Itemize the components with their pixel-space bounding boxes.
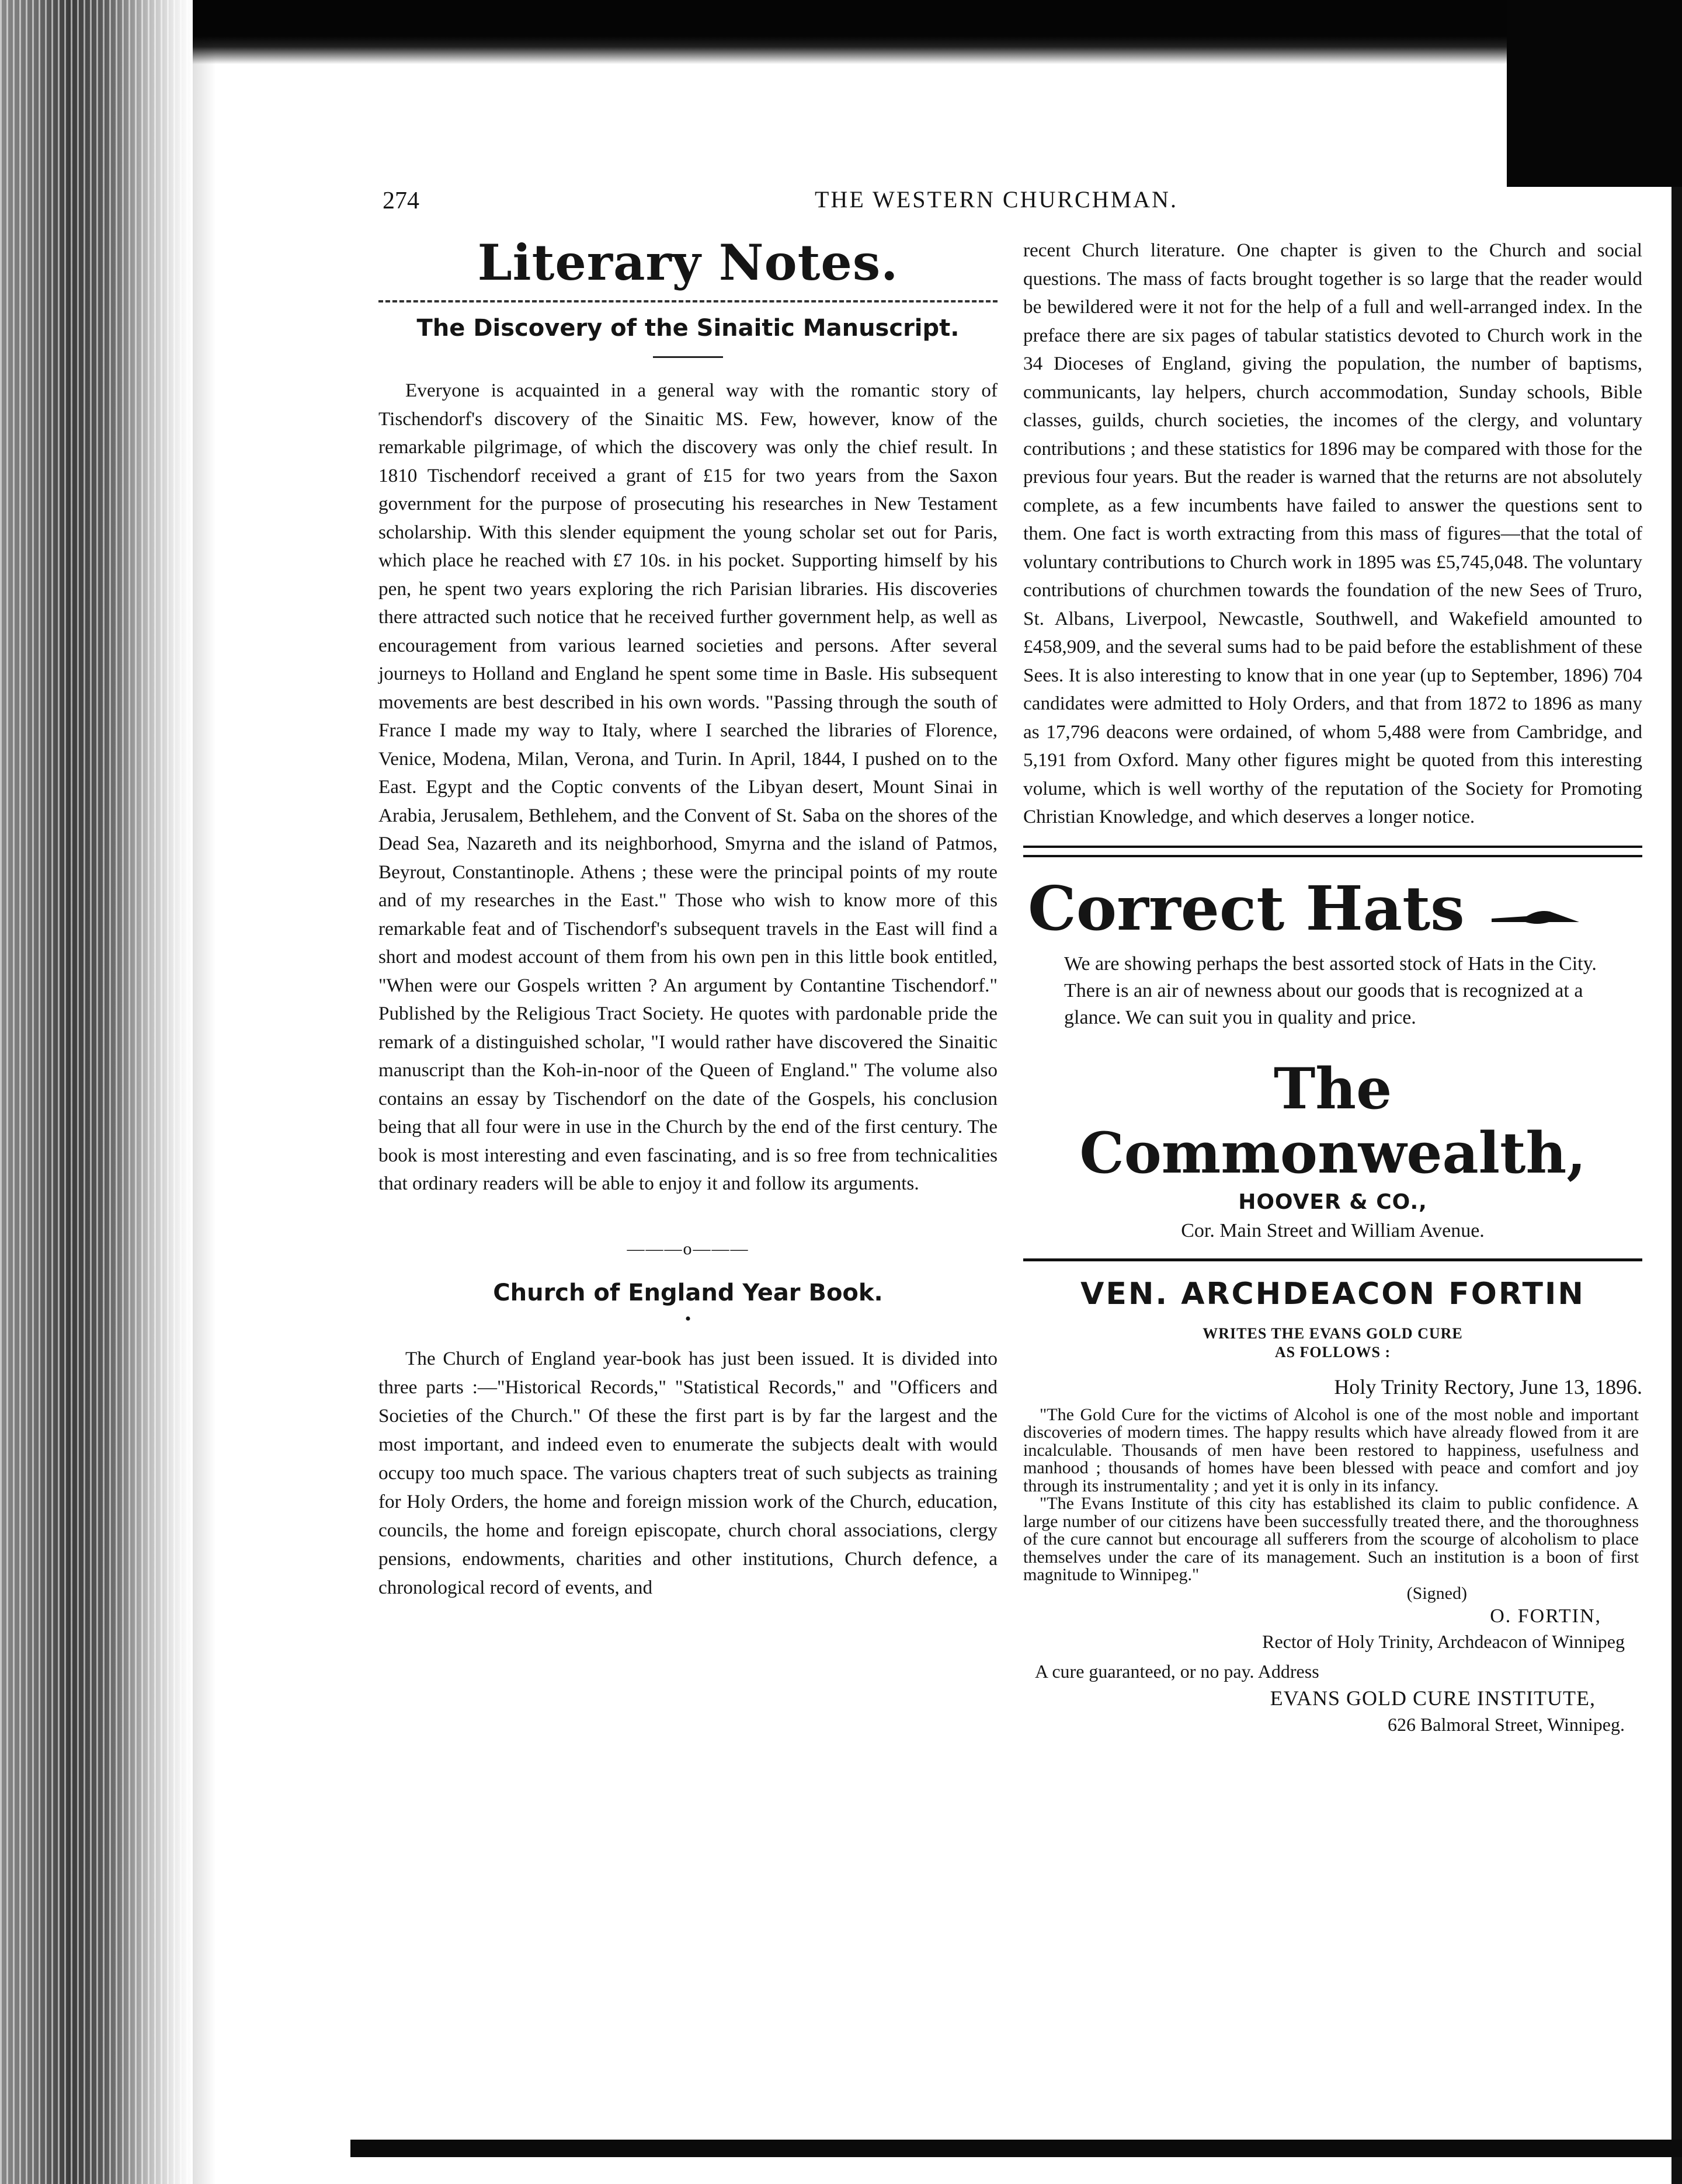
institute-name: EVANS GOLD CURE INSTITUTE, xyxy=(1270,1686,1596,1710)
scan-binding-shadow xyxy=(193,0,216,2184)
store-owner: HOOVER & CO., xyxy=(1238,1190,1427,1214)
right-column xyxy=(1023,237,1642,1736)
article-body-yearbook: The Church of England year-book has just been issued. It is divided into three parts :—"Historical Records," "Statistical Records," and "Officers and Societies of the Church." Of these the first part is by far the largest and the most important, and indeed even to enumerate the subjects dealt with would occupy too much space. The various chapters treat of such subjects as training for Holy Orders, the home and foreign mission work of the Church, education, councils, the home and foreign episcopate, church choral associations, clergy pensions, endowments, charities and other institutions, Church defence, a chronological record of events, and xyxy=(378,1347,998,1598)
gold-cure-advertisement xyxy=(1023,1277,1642,1736)
pointing-hand-icon xyxy=(1492,899,1579,928)
signed-label: (Signed) xyxy=(1406,1583,1467,1603)
letter-dateline: Holy Trinity Rectory, June 13, 1896. xyxy=(1334,1375,1642,1399)
hats-headline-text: Correct Hats xyxy=(1028,872,1465,944)
ad-divider-rule xyxy=(1023,1258,1642,1261)
store-address: Cor. Main Street and William Avenue. xyxy=(1181,1219,1485,1241)
double-rule xyxy=(1023,846,1642,857)
letter-paragraph-1: "The Gold Cure for the victims of Alcohol is one of the most noble and important discoveries of modern times. The happy results which have already flowed from it are incalculable. Thousands of men have been restored to happiness, usefulness and manhood ; thousands of homes have been blessed with peace and comfort and joy through its instrumentality ; and yet it is only in its infancy. xyxy=(1023,1404,1639,1496)
gold-cure-headline: VEN. ARCHDEACON FORTIN xyxy=(1080,1276,1585,1312)
scan-binding-edge xyxy=(0,0,193,2184)
hats-headline xyxy=(1028,874,1642,944)
article-body-sinaitic: Everyone is acquainted in a general way with the romantic story of Tischendorf's discovery of the Sinaitic MS. Few, however, know of the remarkable pilgrimage, of which the discovery was only the chief result. In 1810 Tischendorf received a grant of £15 for two years from the Saxon government for the purpose of prosecuting his researches in New Testament scholarship. With this slender equipment the young scholar set out for Paris, which place he reached with £7 10s. in his pocket. Supporting himself by his pen, he spent two years exploring the rich Parisian libraries. His discoveries there attracted such notice that he received further government help, as well as encouragement from various learned societies and persons. After several journeys to Holland and England he spent some time in Basle. His subsequent movements are best described in his own words. "Passing through the south of France I made my way to Italy, where I searched the libraries of Florence, Venice, Modena, Milan, Verona, and Turin. In April, 1844, I pushed on to the East. Egypt and the Coptic convents of the Libyan desert, Mount Sinai in Arabia, Jerusalem, Bethlehem, and the Convent of St. Saba on the shores of the Dead Sea, Nazareth and its neighborhood, Smyrna and the island of Patmos, Beyrout, Constantinople. Athens ; these were the principal points of my route and of my researches in the East." Those who wish to know more of this remarkable feat and of Tischendorf's subsequent travels in the East will find a short and modest account of them from his own pen in this little book entitled, "When were our Gospels written ? An argument by Contantine Tischendorf." Published by the Religious Tract Society. He quotes with pardonable pride the remark of a distinguished scholar, "I would rather have discovered the Sinaitic manuscript than the Koh-in-noor of the Queen of England." The volume also contains an essay by Tischendorf on the date of the Gospels, his conclusion being that all four were in use in the Church by the end of the first century. The book is most interesting and even fascinating, and is so free from technicalities that ordinary readers will be able to enjoy it and follow its arguments. xyxy=(378,380,998,1194)
gold-cure-subhead-2: AS FOLLOWS : xyxy=(1274,1343,1391,1361)
hats-advertisement xyxy=(1023,874,1642,1242)
section-title: Literary Notes. xyxy=(477,234,899,291)
signature-title: Rector of Holy Trinity, Archdeacon of Winnipeg xyxy=(1262,1630,1625,1652)
short-rule xyxy=(653,356,723,358)
left-column xyxy=(378,234,998,1602)
running-head: THE WESTERN CHURCHMAN. xyxy=(815,186,1178,213)
letter-paragraph-2: "The Evans Institute of this city has established its claim to public confidence. A large number of our citizens have been successfully treated there, and the thoroughness of the cure cannot but encourage all sufferers from the scourge of alcoholism to place themselves under the care of its management. Such an institution is a boon of first magnitude to Winnipeg." xyxy=(1023,1494,1639,1584)
signature-name: O. FORTIN, xyxy=(1490,1605,1601,1627)
cure-guarantee: A cure guaranteed, or no pay. Address xyxy=(1035,1660,1319,1682)
section-separator: ———o——— xyxy=(627,1239,749,1258)
scan-top-right-corner xyxy=(1507,0,1682,187)
store-name: The Commonwealth, xyxy=(1079,1055,1586,1186)
article-body-yearbook-continued: recent Church literature. One chapter is given to the Church and social questions. The mass of facts brought together is so large that the reader would be bewildered were it not for the help of a full and well-arranged index. In the preface there are six pages of tabular statistics devoted to Church work in the 34 Dioceses of England, giving the population, the number of baptisms, communicants, lay helpers, church accommodation, Sunday schools, Bible classes, guilds, church societies, the incomes of the clergy, and voluntary contributions ; and these statistics for 1896 may be compared with those for the previous four years. But the reader is warned that the returns are not absolutely complete, as a few incumbents have failed to answer the questions sent to them. One fact is worth extracting from this mass of figures—that the total of voluntary contributions to Church work in 1895 was £5,745,048. The voluntary contributions of churchmen towards the foundation of the new Sees of Truro, St. Albans, Liverpool, Newcastle, Southwell, and Wakefield amounted to £458,909, and the several sums had to be paid before the establishment of these Sees. It is also interesting to know that in one year (up to September, 1896) 704 candidates were admitted to Holy Orders, and that from 1872 to 1896 as many as 17,796 deacons were ordained, of whom 5,488 were from Cambridge, and 5,191 from Oxford. Many other figures might be quoted from this interesting volume, which is well worthy of the reputation of the Society for Promoting Christian Knowledge, and which deserves a longer notice. xyxy=(1023,239,1642,827)
page-number: 274 xyxy=(383,187,419,214)
institute-address: 626 Balmoral Street, Winnipeg. xyxy=(1387,1713,1625,1735)
scan-bottom-edge xyxy=(350,2140,1682,2157)
scan-top-edge xyxy=(0,0,1682,64)
gold-cure-subhead-1: WRITES THE EVANS GOLD CURE xyxy=(1203,1324,1463,1342)
article-title-yearbook: Church of England Year Book. xyxy=(493,1279,883,1306)
hats-body: We are showing perhaps the best assorted stock of Hats in the City. There is an air of newness about our goods that is recognized at a glance. We can suit you in quality and price. xyxy=(1064,952,1597,1028)
scan-right-edge xyxy=(1671,187,1682,2184)
article-title-sinaitic: The Discovery of the Sinaitic Manuscript. xyxy=(416,315,960,342)
dashed-rule xyxy=(378,300,998,306)
ornament-dot: • xyxy=(684,1309,691,1329)
